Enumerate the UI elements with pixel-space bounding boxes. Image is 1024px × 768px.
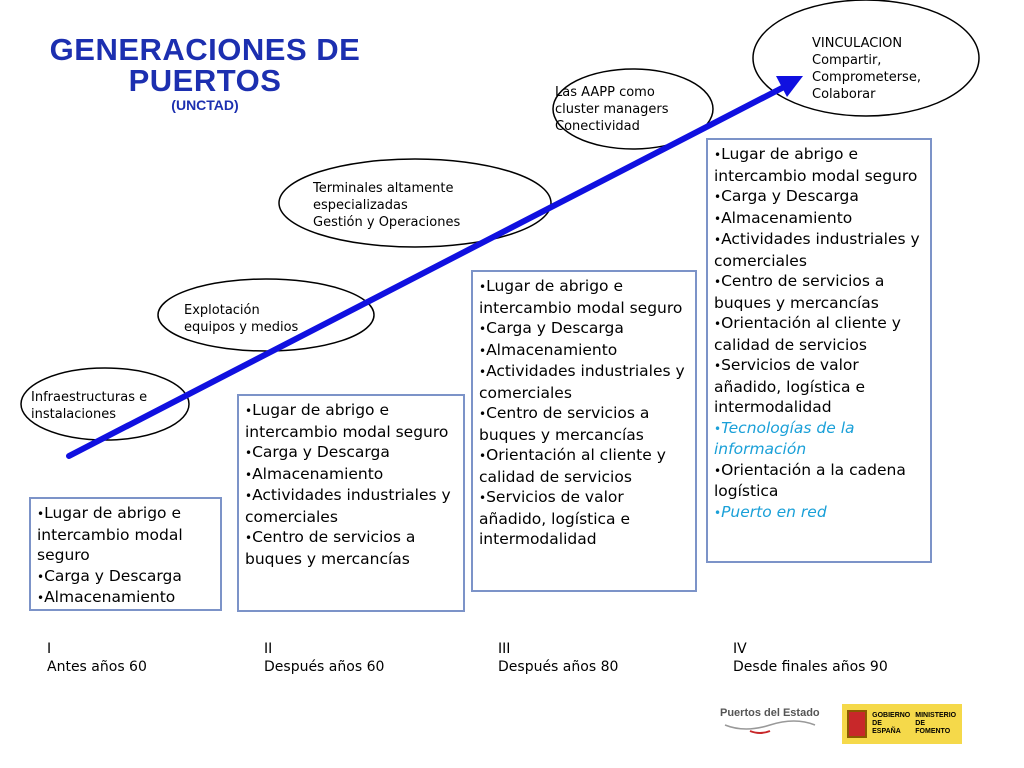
- list-item: •Lugar de abrigo e intercambio modal seguro: [479, 277, 683, 317]
- ellipse-1-line-1: Infraestructuras e: [31, 390, 148, 405]
- puertos-del-estado-logo: [720, 707, 820, 741]
- list-item: •Orientación al cliente y calidad de servicios: [714, 314, 901, 354]
- list-item: •Centro de servicios a buques y mercancías: [714, 272, 885, 312]
- era-label-1: [47, 640, 147, 676]
- ellipse-4-line-2: cluster managers: [555, 102, 669, 117]
- title-subtitle: (UNCTAD): [171, 97, 239, 113]
- ellipse-text-4: [555, 84, 669, 135]
- list-item: •Actividades industriales y comerciales: [245, 486, 451, 526]
- gobierno-ministerio-logo: [842, 704, 962, 744]
- list-item: •Carga y Descarga: [479, 319, 624, 337]
- list-item: •Servicios de valor añadido, logística e intermodalidad: [714, 356, 866, 416]
- ellipse-3-line-3: Gestión y Operaciones: [313, 215, 461, 230]
- era-3-numeral: III: [498, 641, 511, 657]
- list-item: •Servicios de valor añadido, logística e intermodalidad: [479, 488, 631, 548]
- ministerio-text: MINISTERIO DE FOMENTO: [915, 712, 957, 735]
- list-item: •Carga y Descarga: [714, 187, 859, 205]
- ellipse-text-3: [313, 180, 460, 231]
- list-item: •Actividades industriales y comerciales: [479, 362, 685, 402]
- era-label-4: [733, 640, 888, 676]
- box-1-list: [37, 503, 214, 609]
- era-label-2: [264, 640, 384, 676]
- ellipse-3-line-2: especializadas: [313, 198, 408, 213]
- ellipse-4-line-1: Las AAPP como: [555, 85, 655, 100]
- era-2-label: Después años 60: [264, 659, 385, 675]
- list-item-highlight: •Puerto en red: [714, 502, 827, 521]
- ellipse-4-line-3: Conectividad: [555, 119, 640, 134]
- list-item: •Lugar de abrigo e intercambio modal seguro: [714, 145, 918, 185]
- ellipse-5-line-3: Comprometerse,: [812, 70, 921, 85]
- ellipse-2-line-1: Explotación: [184, 303, 260, 318]
- era-4-label: Desde finales años 90: [733, 659, 888, 675]
- list-item: •Lugar de abrigo e intercambio modal seguro: [245, 401, 449, 441]
- list-item: •Centro de servicios a buques y mercancías: [479, 404, 650, 444]
- list-item: •Carga y Descarga: [245, 443, 390, 461]
- box-4-list: [714, 144, 924, 523]
- list-item: •Almacenamiento: [37, 588, 176, 606]
- list-item-highlight: •Tecnologías de la información: [714, 418, 855, 458]
- ellipse-5-line-2: Compartir,: [812, 53, 882, 68]
- box-2-list: [245, 400, 457, 569]
- era-1-label: Antes años 60: [47, 659, 147, 675]
- era-1-numeral: I: [47, 641, 52, 657]
- title-line-1: GENERACIONES DE: [49, 32, 361, 67]
- list-item: •Almacenamiento: [479, 340, 618, 359]
- list-item: •Carga y Descarga: [37, 566, 182, 585]
- list-item: •Orientación al cliente y calidad de servicios: [479, 446, 666, 486]
- ellipse-3-line-1: Terminales altamente: [313, 181, 454, 196]
- era-4-numeral: IV: [733, 641, 747, 657]
- ellipse-text-5: [812, 35, 921, 103]
- box-generation-1: [29, 497, 222, 611]
- ellipse-text-1: [31, 389, 147, 423]
- ellipse-2-line-2: equipos y medios: [184, 320, 299, 335]
- ellipse-5-line-4: Colaborar: [812, 87, 876, 102]
- title-line-2: PUERTOS: [128, 63, 282, 98]
- box-generation-4: [706, 138, 932, 563]
- gobierno-text: GOBIERNO DE ESPAÑA: [872, 712, 911, 735]
- box-3-list: [479, 276, 689, 550]
- era-2-numeral: II: [264, 641, 273, 657]
- list-item: •Almacenamiento: [714, 208, 853, 227]
- wave-icon: [720, 719, 820, 737]
- box-generation-2: [237, 394, 465, 612]
- ellipse-text-2: [184, 302, 298, 336]
- ellipse-1-line-2: instalaciones: [31, 407, 116, 422]
- list-item: •Orientación a la cadena logística: [714, 460, 906, 500]
- ellipse-5-line-1: VINCULACION: [812, 36, 903, 51]
- list-item: •Centro de servicios a buques y mercancías: [245, 528, 416, 568]
- coat-of-arms-icon: [847, 710, 867, 738]
- list-item: •Lugar de abrigo e intercambio modal seguro: [37, 504, 183, 564]
- box-generation-3: [471, 270, 697, 592]
- era-label-3: [498, 640, 618, 676]
- list-item: •Actividades industriales y comerciales: [714, 230, 920, 270]
- list-item: •Almacenamiento: [245, 464, 384, 483]
- puertos-logo-text: Puertos del Estado: [720, 707, 820, 719]
- era-3-label: Después años 80: [498, 659, 619, 675]
